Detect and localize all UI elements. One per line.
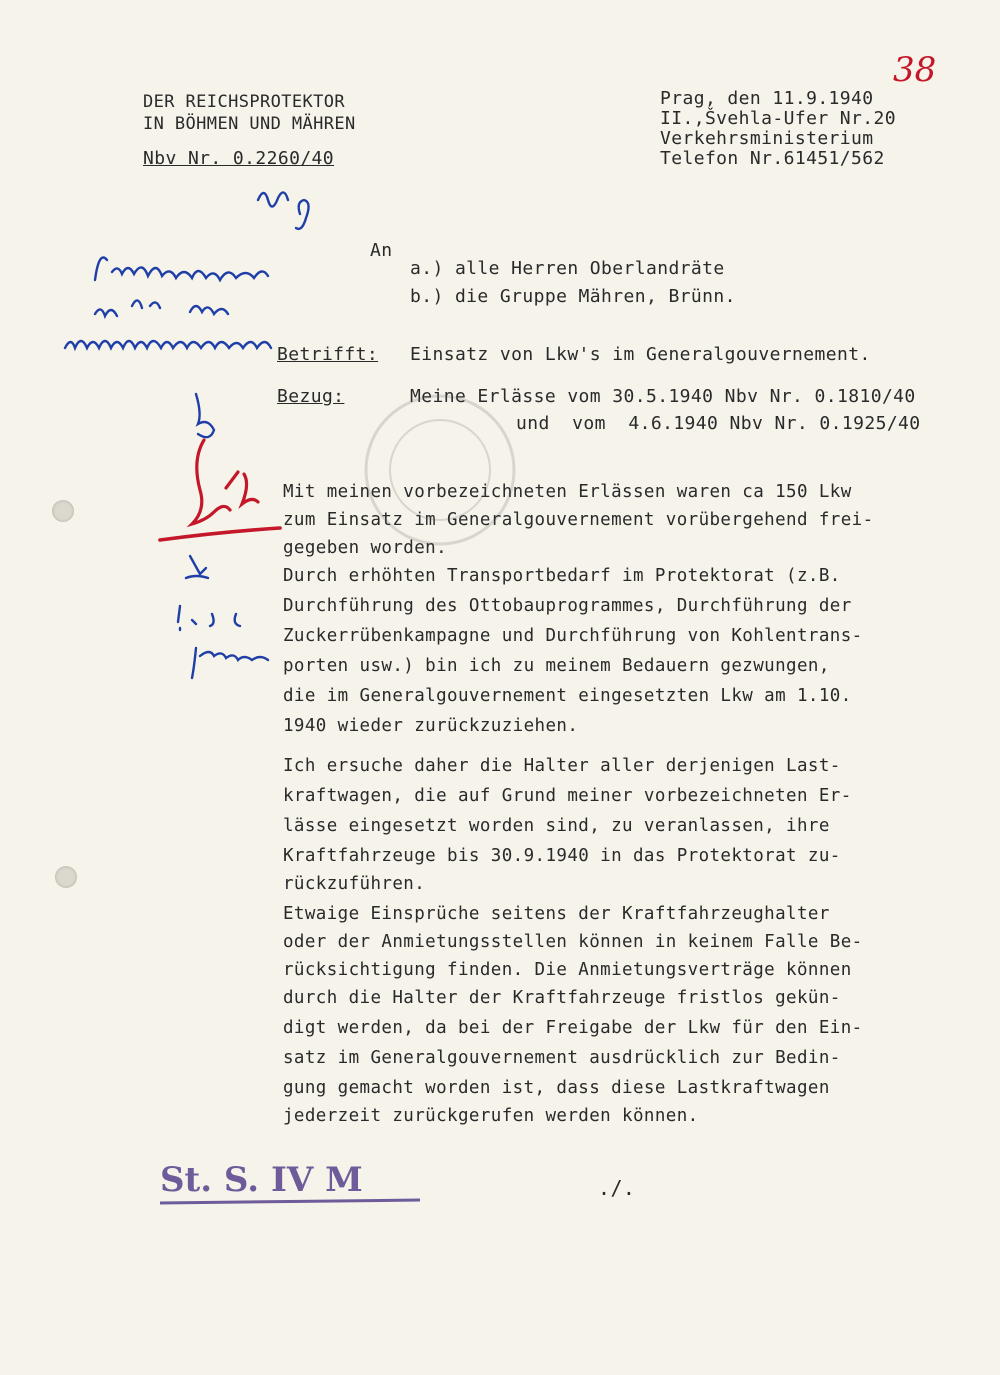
subject-text: Einsatz von Lkw's im Generalgouvernement. (410, 344, 871, 365)
body-line: Zuckerrübenkampagne und Durchführung von Kohlentrans- (283, 626, 863, 646)
page-number: 38 (893, 50, 937, 90)
sender-line-2: IN BÖHMEN UND MÄHREN (143, 114, 356, 134)
body-line: oder der Anmietungsstellen können in keinem Falle Be- (283, 932, 863, 952)
body-line: Kraftfahrzeuge bis 30.9.1940 in das Protektorat zu- (283, 846, 841, 866)
subject-label: Betrifft: (277, 344, 379, 365)
body-line: Etwaige Einsprüche seitens der Kraftfahrzeughalter (283, 904, 830, 924)
address: II.,Švehla-Ufer Nr.20 (660, 108, 896, 129)
body-line: zum Einsatz im Generalgouvernement vorübergehend frei- (283, 510, 874, 530)
reference-number: Nbv Nr. 0.2260/40 (143, 148, 335, 169)
stamp-code: St. S. IV M (160, 1160, 363, 1200)
body-line: gegeben worden. (283, 538, 448, 558)
body-line: satz im Generalgouvernement ausdrücklich zur Bedin- (283, 1048, 841, 1068)
body-line: die im Generalgouvernement eingesetzten Lkw am 1.10. (283, 686, 852, 706)
body-line: durch die Halter der Kraftfahrzeuge fristlos gekün- (283, 988, 841, 1008)
recipients-prefix: An (370, 240, 393, 261)
body-line: Mit meinen vorbezeichneten Erlässen waren ca 150 Lkw (283, 482, 852, 502)
body-line: lässe eingesetzt worden sind, zu veranlassen, ihre (283, 816, 830, 836)
body-line: gung gemacht worden ist, dass diese Lastkraftwagen (283, 1078, 830, 1098)
continuation-mark: ./. (598, 1176, 636, 1200)
reference-line-2: und vom 4.6.1940 Nbv Nr. 0.1925/40 (516, 413, 921, 434)
body-line: jederzeit zurückgerufen werden können. (283, 1106, 699, 1126)
punch-hole-bottom (55, 866, 77, 888)
body-line: 1940 wieder zurückzuziehen. (283, 716, 579, 736)
body-line: rücksichtigung finden. Die Anmietungsverträge können (283, 960, 852, 980)
reference-label: Bezug: (277, 386, 345, 407)
body-line: rückzuführen. (283, 874, 426, 894)
body-line: digt werden, da bei der Freigabe der Lkw für den Ein- (283, 1018, 863, 1038)
sender-line-1: DER REICHSPROTEKTOR (143, 92, 346, 112)
ministry: Verkehrsministerium (660, 128, 874, 149)
punch-hole-top (52, 500, 74, 522)
body-line: porten usw.) bin ich zu meinem Bedauern gezwungen, (283, 656, 830, 676)
place-date: Prag, den 11.9.1940 (660, 88, 874, 109)
body-line: Ich ersuche daher die Halter aller derjenigen Last- (283, 756, 841, 776)
body-line: kraftwagen, die auf Grund meiner vorbezeichneten Er- (283, 786, 852, 806)
telephone: Telefon Nr.61451/562 (660, 148, 885, 169)
recipient-a: a.) alle Herren Oberlandräte (410, 258, 725, 279)
body-line: Durchführung des Ottobauprogrammes, Durchführung der (283, 596, 852, 616)
reference-line-1: Meine Erlässe vom 30.5.1940 Nbv Nr. 0.1810/40 (410, 386, 916, 407)
recipient-b: b.) die Gruppe Mähren, Brünn. (410, 286, 736, 307)
body-line: Durch erhöhten Transportbedarf im Protektorat (z.B. (283, 566, 841, 586)
